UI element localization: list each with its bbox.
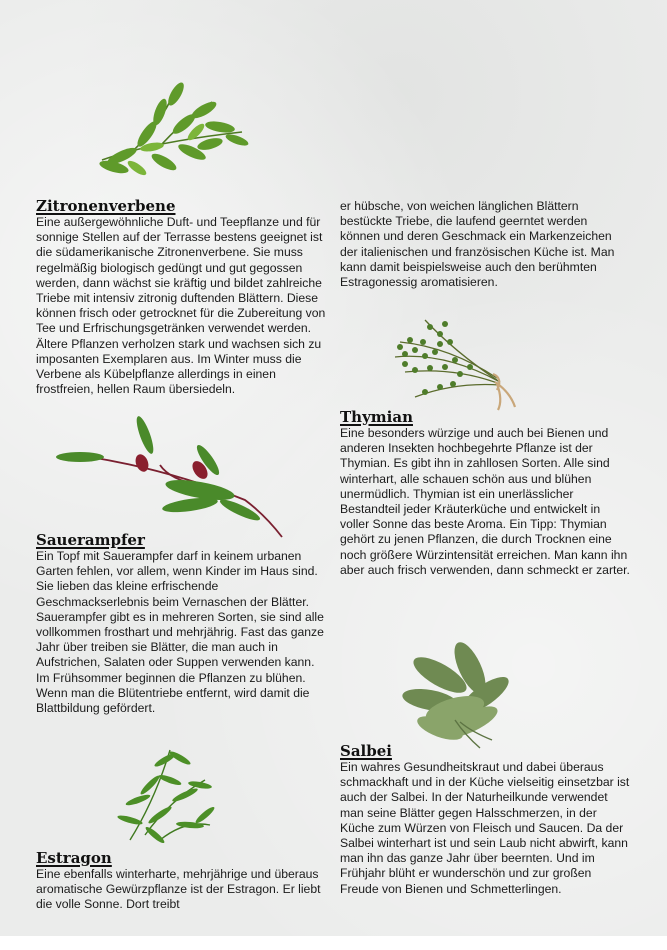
section-zitronenverbene — [36, 198, 326, 397]
section-heading: Estragon — [36, 849, 112, 867]
section-salbei — [340, 743, 630, 897]
section-body: Eine außergewöhnliche Duft- und Teepflanze und für sonnige Stellen auf der Terrasse bestens geeignet ist die südamerikanische Zitronenverbene. Sie muss regelmäßig biologisch gedüngt und gut gegossen werden, dann wächst sie kräftig und bildet zahlreiche Triebe mit intensiv zitronig duftenden Blättern. Diese können frisch oder getrocknet für die Zubereitung von Tee und Erfrischungsgetränken verwendet werden. Ältere Pflanzen verholzen stark und wachsen sich zu imposanten Exemplaren aus. Im Winter muss die Verbene als Kübelpflanze allerdings in einen frostfreien, hellen Raum übersiedeln. — [36, 215, 326, 397]
page-edge — [0, 936, 667, 950]
section-body: Ein wahres Gesundheitskraut und dabei überaus schmackhaft und in der Küche vielseitig einsetzbar ist auch der Salbei. In der Naturheilkunde verwendet man seine Blätter gegen Halsschmerzen, in der Küche zum Würzen von Fleisch und Saucen. Da der Salbei winterhart ist und sein Laub nicht abwirft, kann man ihn das ganze Jahr über beernten. Und im Frühjahr blüht er wunderschön und zur großen Freude von Bienen und Schmetterlingen. — [340, 760, 630, 896]
tarragon-image — [110, 740, 220, 850]
section-heading: Thymian — [340, 408, 413, 426]
section-sauerampfer — [36, 532, 326, 716]
section-estragon — [36, 850, 326, 913]
section-body: Eine besonders würzige und auch bei Bienen und anderen Insekten hochbegehrte Pflanze ist der Thymian. Es gibt ihn in zahllosen Sorten. Alle sind winterhart, alle schauen schön aus und blühen unermüdlich. Thymian ist ein unerlässlicher Bestandteil jeder Kräuterküche und entwickelt in voller Sonne das beste Aroma. Ein Tipp: Thymian gehört zu jenen Pflanzen, die durch Trocknen eine noch größere Würzintensität erreichen. Man kann ihn aber auch frisch verwenden, dann schmeckt er zarter. — [340, 426, 630, 577]
sage-image — [400, 640, 525, 755]
section-thymian — [340, 409, 630, 578]
section-body: Ein Topf mit Sauerampfer darf in keinem urbanen Garten fehlen, vor allem, wenn Kinder im Haus sind. Sie lieben das kleine erfrischende Geschmackserlebnis beim Vernaschen der Blätter. Sauerampfer gibt es in mehreren Sorten, sie sind alle vollkommen frosthart und mehrjährig. Fast das ganze Jahr über treiben sie Blätter, die man auch in Aufstrichen, Salaten oder Suppen verwenden kann. Im Frühsommer beginnen die Pflanzen zu blühen. Wenn man die Blütentriebe entfernt, wird damit die Blattbildung gefördert. — [36, 549, 324, 716]
thyme-image — [385, 312, 525, 412]
section-estragon-continued — [340, 199, 630, 290]
section-heading: Sauerampfer — [36, 531, 145, 549]
section-body: er hübsche, von weichen länglichen Blättern bestückte Triebe, die laufend geerntet werden können und deren Geschmack ein Markenzeichen der italienischen und französischen Küche ist. Man kann damit beispielsweise auch den berühmten Estragonessig aromatisieren. — [340, 199, 615, 290]
section-heading: Zitronenverbene — [36, 197, 176, 215]
section-body: Eine ebenfalls winterharte, mehrjährige und überaus aromatische Gewürzpflanze ist der Estragon. Er liebt die volle Sonne. Dort treibt — [36, 867, 321, 912]
lemon-verbena-image — [92, 72, 252, 192]
sorrel-image — [50, 415, 290, 540]
section-heading: Salbei — [340, 742, 392, 760]
